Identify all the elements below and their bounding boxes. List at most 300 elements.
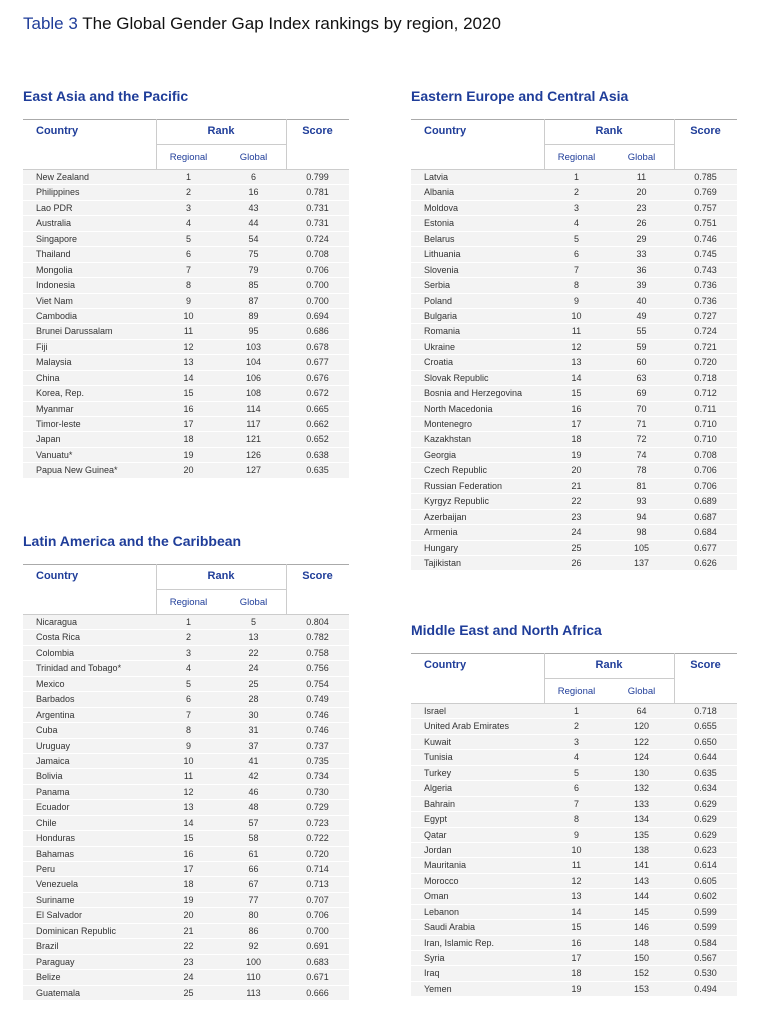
country-name: Azerbaijan (424, 511, 467, 522)
header-country: Country (36, 570, 79, 582)
country-name: Kazakhstan (424, 434, 472, 445)
global-rank: 150 (633, 953, 650, 963)
table-row (411, 936, 737, 951)
score-value: 0.731 (306, 202, 329, 213)
regional-rank: 24 (183, 972, 194, 983)
country-name: Kyrgyz Republic (424, 496, 490, 507)
table-row (23, 955, 349, 970)
global-rank: 6 (250, 172, 256, 182)
regional-rank: 1 (573, 706, 579, 716)
score-value: 0.686 (306, 326, 329, 337)
score-value: 0.782 (306, 632, 329, 643)
global-rank: 61 (248, 848, 259, 859)
regional-rank: 14 (183, 817, 194, 828)
table-row (23, 769, 349, 784)
country-name: Latvia (424, 172, 449, 182)
global-rank: 105 (633, 542, 650, 553)
country-name: Algeria (424, 783, 453, 794)
table-row (411, 371, 737, 386)
regional-rank: 16 (571, 937, 582, 948)
country-name: Hungary (424, 542, 459, 553)
global-rank: 37 (248, 740, 259, 751)
global-rank: 80 (248, 910, 259, 921)
regional-rank: 9 (573, 829, 579, 840)
table-row (411, 920, 737, 935)
country-name: Cuba (36, 725, 58, 736)
regional-rank: 9 (185, 740, 191, 751)
score-value: 0.584 (694, 937, 717, 948)
country-name: Armenia (424, 527, 458, 538)
table-row (23, 708, 349, 723)
global-rank: 85 (248, 280, 259, 291)
header-global: Global (627, 152, 656, 163)
table-row (23, 800, 349, 815)
table-row (411, 355, 737, 370)
table-row (411, 324, 737, 339)
table-row (411, 463, 737, 478)
regional-rank: 3 (185, 202, 191, 213)
country-name: Croatia (424, 357, 454, 368)
country-name: Cambodia (36, 310, 78, 321)
table-row (411, 843, 737, 858)
score-value: 0.602 (694, 891, 717, 902)
score-value: 0.666 (306, 987, 329, 998)
country-name: Guatemala (36, 987, 81, 998)
country-name: Lebanon (424, 906, 460, 917)
score-value: 0.700 (306, 295, 329, 306)
regional-rank: 16 (183, 403, 194, 414)
table-row (23, 402, 349, 417)
header-score: Score (690, 125, 721, 137)
country-name: Nicaragua (36, 617, 78, 627)
table-row (23, 939, 349, 954)
region-title: Latin America and the Caribbean (23, 533, 242, 549)
global-rank: 79 (248, 264, 259, 275)
regional-rank: 15 (183, 388, 194, 399)
table-row (411, 556, 737, 571)
score-value: 0.785 (694, 172, 717, 182)
country-name: Bahamas (36, 848, 75, 859)
regional-rank: 18 (571, 434, 582, 445)
table-body (23, 170, 349, 479)
regional-rank: 12 (183, 341, 194, 352)
global-rank: 67 (248, 879, 259, 890)
score-value: 0.757 (694, 202, 717, 213)
global-rank: 108 (245, 388, 262, 399)
country-name: Russian Federation (424, 480, 503, 491)
regional-rank: 10 (571, 844, 582, 855)
global-rank: 141 (633, 860, 650, 871)
score-value: 0.700 (306, 925, 329, 936)
score-value: 0.655 (694, 721, 717, 732)
table-row (23, 970, 349, 985)
global-rank: 78 (636, 465, 647, 476)
country-name: Viet Nam (36, 295, 73, 306)
score-value: 0.722 (306, 833, 329, 844)
regional-rank: 16 (183, 848, 194, 859)
regional-rank: 8 (185, 280, 191, 291)
global-rank: 89 (248, 310, 259, 321)
global-rank: 36 (636, 264, 647, 275)
regional-rank: 6 (185, 694, 191, 705)
country-name: Jamaica (36, 755, 70, 766)
score-value: 0.677 (306, 357, 329, 368)
score-value: 0.724 (306, 233, 329, 244)
global-rank: 5 (250, 617, 256, 627)
table-row (411, 982, 737, 997)
regional-rank: 4 (573, 752, 579, 763)
header-global: Global (239, 152, 268, 163)
global-rank: 20 (636, 187, 647, 198)
country-name: Albania (424, 187, 455, 198)
table-row (23, 294, 349, 309)
global-rank: 127 (245, 465, 262, 476)
country-name: Peru (36, 864, 56, 874)
global-rank: 25 (248, 678, 259, 689)
score-value: 0.599 (694, 922, 717, 933)
global-rank: 94 (636, 511, 647, 522)
country-name: Argentina (36, 709, 75, 720)
country-name: China (36, 372, 60, 383)
header-rank: Rank (207, 125, 235, 137)
country-name: Slovenia (424, 264, 459, 275)
table-row (23, 816, 349, 831)
table-row (23, 170, 349, 185)
score-value: 0.751 (694, 218, 717, 229)
score-value: 0.712 (694, 388, 717, 399)
table-row (411, 216, 737, 231)
regional-rank: 17 (571, 953, 582, 963)
country-name: Israel (424, 706, 447, 716)
regional-rank: 14 (571, 906, 582, 917)
table-body (411, 170, 737, 571)
regional-rank: 4 (185, 218, 191, 229)
regional-rank: 9 (573, 295, 579, 306)
table-row (411, 494, 737, 509)
global-rank: 92 (248, 941, 259, 952)
score-value: 0.694 (306, 310, 329, 321)
score-value: 0.567 (694, 953, 717, 963)
table-row (411, 247, 737, 262)
regional-rank: 3 (573, 202, 579, 213)
table-row (23, 355, 349, 370)
global-rank: 117 (246, 419, 261, 429)
global-rank: 57 (248, 817, 259, 828)
global-rank: 130 (633, 767, 650, 778)
table-row (411, 525, 737, 540)
global-rank: 86 (248, 925, 259, 936)
score-value: 0.713 (306, 879, 329, 890)
table-row (411, 340, 737, 355)
score-value: 0.707 (306, 894, 329, 905)
score-value: 0.494 (694, 983, 717, 994)
regional-rank: 15 (571, 922, 582, 933)
country-name: Tajikistan (424, 557, 462, 568)
regional-rank: 18 (571, 968, 582, 979)
country-name: Morocco (424, 875, 459, 886)
global-rank: 143 (633, 875, 650, 886)
country-name: Australia (36, 218, 72, 229)
country-name: Suriname (36, 894, 75, 905)
country-name: Belarus (424, 233, 455, 244)
global-rank: 24 (248, 663, 259, 674)
header-regional: Regional (557, 686, 596, 697)
score-value: 0.629 (694, 798, 717, 809)
regional-rank: 25 (183, 987, 194, 998)
table-row (23, 216, 349, 231)
score-value: 0.727 (694, 310, 717, 321)
table-body (411, 704, 737, 997)
table-row (411, 386, 737, 401)
global-rank: 63 (636, 372, 647, 383)
score-value: 0.718 (694, 706, 717, 716)
regional-rank: 15 (183, 833, 194, 844)
score-value: 0.746 (694, 233, 717, 244)
country-name: Kuwait (424, 736, 452, 747)
page-title (23, 14, 501, 34)
table-row (411, 448, 737, 463)
table-row (23, 278, 349, 293)
table-row (23, 646, 349, 661)
regional-rank: 15 (571, 388, 582, 399)
header-global: Global (239, 597, 268, 608)
score-value: 0.734 (306, 771, 329, 782)
regional-rank: 11 (571, 326, 582, 337)
regional-rank: 5 (185, 233, 191, 244)
global-rank: 71 (636, 419, 647, 429)
global-rank: 100 (245, 956, 262, 967)
country-name: Iraq (424, 968, 440, 979)
country-name: Chile (36, 817, 57, 828)
country-name: Mexico (36, 678, 65, 689)
table-row (411, 966, 737, 981)
score-value: 0.665 (306, 403, 329, 414)
regional-rank: 12 (183, 786, 194, 797)
score-value: 0.638 (306, 449, 329, 460)
table-row (411, 874, 737, 889)
table-row (23, 263, 349, 278)
score-value: 0.746 (306, 725, 329, 736)
country-name: Syria (424, 953, 445, 963)
global-rank: 87 (248, 295, 259, 306)
country-name: Mongolia (36, 264, 73, 275)
table-row (23, 309, 349, 324)
global-rank: 46 (248, 786, 259, 797)
score-value: 0.720 (306, 848, 329, 859)
score-value: 0.736 (694, 295, 717, 306)
score-value: 0.756 (306, 663, 329, 674)
global-rank: 55 (636, 326, 647, 337)
header-country: Country (36, 125, 79, 137)
regional-rank: 16 (571, 403, 582, 414)
global-rank: 126 (245, 449, 262, 460)
score-value: 0.634 (694, 783, 717, 794)
score-value: 0.706 (306, 264, 329, 275)
country-name: Egypt (424, 814, 448, 825)
header-score: Score (302, 570, 333, 582)
country-name: Qatar (424, 829, 447, 840)
score-value: 0.804 (306, 617, 329, 627)
country-name: Indonesia (36, 280, 76, 291)
score-value: 0.629 (694, 829, 717, 840)
table-row (23, 692, 349, 707)
regional-rank: 7 (185, 709, 191, 720)
table-row (23, 723, 349, 738)
score-value: 0.708 (694, 449, 717, 460)
score-value: 0.721 (694, 341, 717, 352)
country-name: Moldova (424, 202, 459, 213)
score-value: 0.683 (306, 956, 329, 967)
regional-rank: 10 (183, 755, 194, 766)
score-value: 0.730 (306, 786, 329, 797)
global-rank: 152 (633, 968, 650, 979)
global-rank: 104 (245, 357, 262, 368)
regional-rank: 21 (183, 925, 194, 936)
table-row (23, 417, 349, 432)
global-rank: 44 (248, 218, 259, 229)
country-name: Saudi Arabia (424, 922, 476, 933)
global-rank: 75 (248, 249, 259, 260)
regional-rank: 3 (573, 736, 579, 747)
country-name: Papua New Guinea* (36, 465, 118, 476)
regional-rank: 2 (573, 721, 579, 732)
table-row (411, 432, 737, 447)
score-value: 0.799 (306, 172, 329, 182)
global-rank: 148 (633, 937, 650, 948)
table-row (23, 877, 349, 892)
global-rank: 120 (633, 721, 650, 732)
score-value: 0.605 (694, 875, 717, 886)
global-rank: 138 (633, 844, 650, 855)
global-rank: 113 (246, 987, 261, 998)
table-row (411, 417, 737, 432)
global-rank: 43 (248, 202, 259, 213)
score-value: 0.711 (694, 403, 717, 414)
global-rank: 41 (248, 755, 259, 766)
country-name: Trinidad and Tobago* (36, 663, 122, 674)
table-row (411, 766, 737, 781)
score-value: 0.599 (694, 906, 717, 917)
score-value: 0.635 (306, 465, 329, 476)
regional-rank: 23 (183, 956, 194, 967)
global-rank: 22 (248, 647, 259, 658)
table-row (23, 615, 349, 630)
global-rank: 31 (248, 725, 259, 736)
score-value: 0.746 (306, 709, 329, 720)
header-score: Score (302, 125, 333, 137)
score-value: 0.689 (694, 496, 717, 507)
table-row (23, 893, 349, 908)
regional-rank: 14 (183, 372, 194, 383)
regional-rank: 24 (571, 527, 582, 538)
regional-rank: 13 (571, 357, 582, 368)
country-name: Bolivia (36, 771, 63, 782)
regional-rank: 12 (571, 341, 582, 352)
global-rank: 60 (636, 357, 647, 368)
score-value: 0.731 (306, 218, 329, 229)
regional-rank: 11 (183, 326, 194, 337)
global-rank: 74 (636, 449, 647, 460)
table-row (23, 754, 349, 769)
country-name: Malaysia (36, 357, 72, 368)
global-rank: 132 (633, 783, 650, 794)
country-name: Jordan (424, 844, 452, 855)
country-name: Oman (424, 891, 449, 902)
regional-rank: 11 (183, 771, 194, 782)
table-row (23, 630, 349, 645)
regional-rank: 22 (571, 496, 582, 507)
score-value: 0.745 (694, 249, 717, 260)
regional-rank: 5 (573, 767, 579, 778)
score-value: 0.700 (306, 280, 329, 291)
country-name: Serbia (424, 280, 451, 291)
header-rank: Rank (595, 659, 623, 671)
country-name: Honduras (36, 833, 76, 844)
global-rank: 124 (633, 752, 650, 763)
score-value: 0.652 (306, 434, 329, 445)
country-name: North Macedonia (424, 403, 493, 414)
score-value: 0.735 (306, 755, 329, 766)
table-row (23, 986, 349, 1001)
global-rank: 48 (248, 802, 259, 813)
table-row (23, 831, 349, 846)
score-value: 0.662 (306, 419, 329, 429)
regional-rank: 13 (183, 802, 194, 813)
global-rank: 29 (636, 233, 647, 244)
regional-rank: 23 (571, 511, 582, 522)
regional-rank: 17 (183, 419, 194, 429)
country-name: Fiji (36, 341, 48, 352)
regional-rank: 25 (571, 542, 582, 553)
table-row (411, 294, 737, 309)
region-title: East Asia and the Pacific (23, 88, 189, 104)
regional-rank: 7 (573, 264, 579, 275)
global-rank: 40 (636, 295, 647, 306)
score-value: 0.724 (694, 326, 717, 337)
global-rank: 72 (636, 434, 647, 445)
table-row (23, 908, 349, 923)
score-value: 0.678 (306, 341, 329, 352)
country-name: Timor-leste (36, 419, 81, 429)
regional-rank: 19 (571, 449, 582, 460)
table-row (411, 263, 737, 278)
global-rank: 145 (633, 906, 650, 917)
country-name: Czech Republic (424, 465, 488, 476)
country-name: Vanuatu* (36, 449, 73, 460)
regional-rank: 8 (573, 814, 579, 825)
regional-rank: 19 (183, 449, 194, 460)
country-name: United Arab Emirates (424, 721, 510, 732)
table-row (23, 324, 349, 339)
country-name: Venezuela (36, 879, 79, 890)
regional-rank: 21 (571, 480, 582, 491)
regional-rank: 12 (571, 875, 582, 886)
score-value: 0.684 (694, 527, 717, 538)
table-row (411, 232, 737, 247)
score-value: 0.781 (306, 187, 329, 198)
country-name: New Zealand (36, 172, 90, 182)
regional-rank: 10 (183, 310, 194, 321)
score-value: 0.743 (694, 264, 717, 275)
table-row (23, 185, 349, 200)
regional-rank: 6 (573, 249, 579, 260)
score-value: 0.706 (694, 465, 717, 476)
score-value: 0.769 (694, 187, 717, 198)
score-value: 0.737 (306, 740, 329, 751)
score-value: 0.706 (306, 910, 329, 921)
country-name: Thailand (36, 249, 71, 260)
table-row (23, 862, 349, 877)
